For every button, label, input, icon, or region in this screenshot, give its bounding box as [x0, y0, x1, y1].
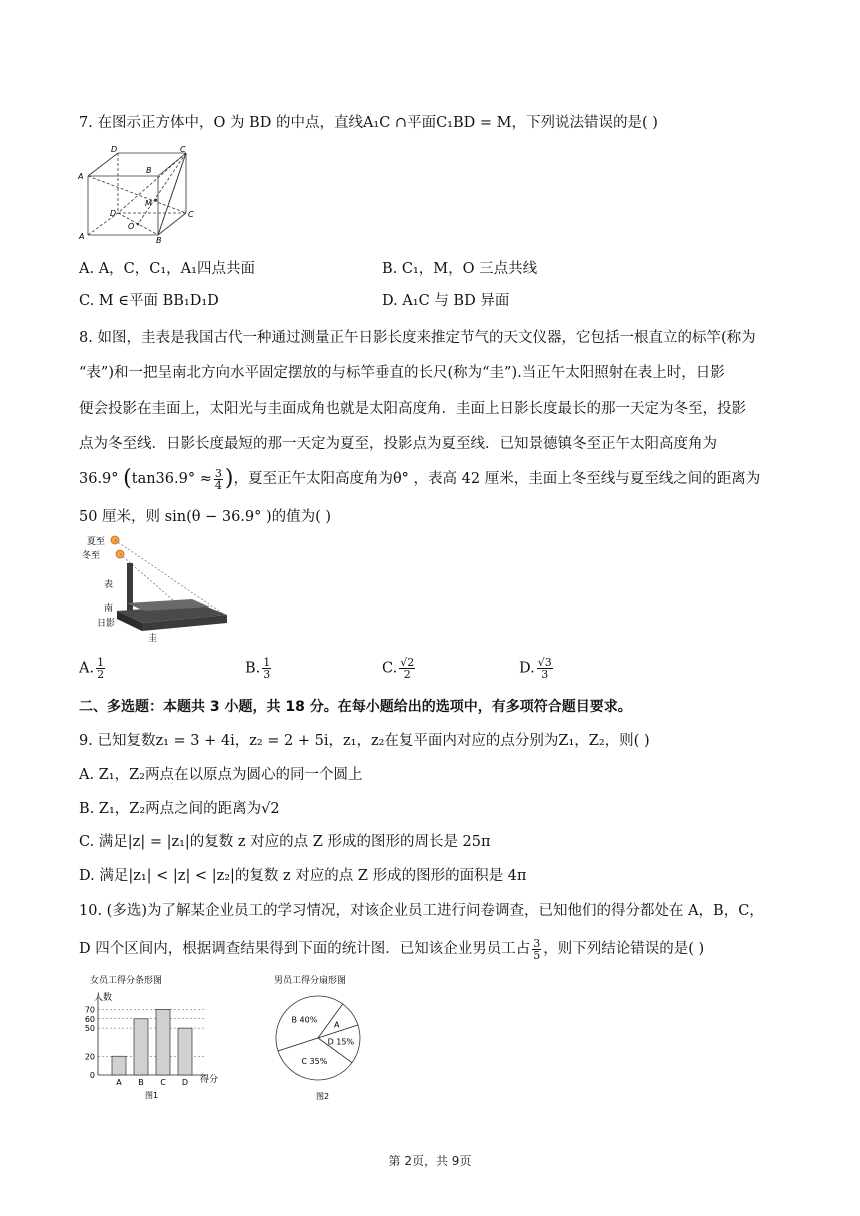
bar-chart — [78, 970, 238, 1110]
q8-line-4: 点为冬至线．日影长度最短的那一天定为夏至，投影点为夏至线．已知景德镇冬至正午太阳高度角为 — [79, 436, 717, 452]
pie-chart-caption: 图2 — [316, 1092, 330, 1101]
q7-label-d: D — [110, 209, 117, 218]
q7-label-a1: A — [78, 172, 84, 181]
q9-option-b: B. Z₁，Z₂两点之间的距离为√2 — [79, 801, 280, 817]
q7-label-d1: D — [111, 145, 118, 154]
q7-label-o: O — [128, 222, 135, 231]
y-tick-label: 20 — [84, 1052, 95, 1062]
q8-line-1: 8. 如图，圭表是我国古代一种通过测量正午日影长度来推定节气的天文仪器，它包括一根直立的标竿(称为 — [79, 330, 756, 346]
x-tick-label: A — [116, 1078, 122, 1087]
q9-option-c: C. 满足|z| = |z₁|的复数 z 对应的点 Z 形成的图形的周长是 25π — [79, 834, 491, 850]
q8-label-summer: 夏至 — [87, 537, 106, 547]
q9-stem: 9. 已知复数z₁ = 3 + 4i，z₂ = 2 + 5i，z₁，z₂在复平面内对应的点分别为Z₁，Z₂，则( ) — [79, 733, 650, 749]
q8-line-5a: 36.9° — [79, 471, 119, 487]
q9-option-a: A. Z₁，Z₂两点在以原点为圆心的同一个圆上 — [79, 767, 363, 783]
q8-label-winter: 冬至 — [82, 551, 101, 561]
q8-guibiao-figure — [82, 533, 232, 643]
q8-paren-close: ) — [224, 466, 234, 491]
q7-label-a: A — [79, 232, 85, 241]
q8-label-south: 南 — [104, 604, 114, 614]
q7-label-c: C — [188, 210, 194, 219]
q10-fraction: $\frac{3}{5}$ — [533, 936, 541, 962]
q7-label-m: M — [145, 199, 152, 208]
q7-cube-figure — [78, 143, 198, 243]
q8-line-5c: ，夏至正午太阳高度角为θ° ，表高 42 厘米，圭面上冬至线与夏至线之间的距离为 — [233, 471, 761, 487]
bar-D — [178, 1028, 192, 1075]
q8-option-c: C. $\frac{√2}{2}$ — [382, 656, 415, 681]
q8-option-d: D. $\frac{√3}{3}$ — [519, 656, 552, 681]
q8-option-b: B. $\frac{1}{3}$ — [245, 656, 271, 681]
q8-label-biao: 表 — [104, 580, 114, 590]
q7-stem: 7. 在图示正方体中，O 为 BD 的中点，直线A₁C ∩平面C₁BD = M，下列说法错误的是( ) — [79, 115, 658, 131]
pie-label: C 35% — [301, 1056, 328, 1066]
q7-label-b1: B — [146, 166, 152, 175]
q10-line-2 — [79, 934, 704, 964]
x-tick-label: D — [181, 1078, 189, 1087]
q8-line-5 — [79, 464, 760, 494]
section-2-heading: 二、多选题：本题共 3 小题，共 18 分。在每小题给出的选项中，有多项符合题目要求。 — [79, 699, 632, 715]
q7-option-b: B. C₁，M，O 三点共线 — [382, 261, 538, 277]
q7-label-c1: C — [180, 145, 186, 154]
q8-label-gui: 圭 — [148, 634, 158, 643]
q10-line-1: 10. (多选)为了解某企业员工的学习情况，对该企业员工进行问卷调查，已知他们的得分都处在 A，B，C， — [79, 903, 764, 919]
q9-option-d: D. 满足|z₁| < |z| < |z₂|的复数 z 对应的点 Z 形成的图形的面积是 4π — [79, 868, 527, 884]
y-tick-label: 50 — [84, 1024, 95, 1034]
q8-line-6: 50 厘米，则 sin(θ − 36.9° )的值为( ) — [79, 509, 332, 525]
x-tick-label: C — [160, 1078, 166, 1087]
y-tick-label: 70 — [84, 1005, 95, 1015]
q10-line-2a: D 四个区间内，根据调查结果得到下面的统计图．已知该企业男员工占 — [79, 941, 531, 957]
q7-label-b: B — [156, 236, 162, 243]
q7-option-c: C. M ∈平面 BB₁D₁D — [79, 293, 219, 309]
bar-A — [112, 1056, 126, 1075]
q8-line-3: 便会投影在圭面上，太阳光与圭面成角也就是太阳高度角．圭面上日影长度最长的那一天定为冬至，投影 — [79, 401, 746, 417]
bar-chart-ylabel: 人数 — [94, 993, 113, 1003]
q8-paren-open: ( — [123, 466, 132, 491]
q8-line-5b: tan36.9° ≈ — [131, 471, 212, 487]
pie-chart — [268, 970, 388, 1110]
y-tick-label: 0 — [89, 1071, 95, 1080]
bar-C — [156, 1009, 170, 1075]
q7-option-d: D. A₁C 与 BD 异面 — [382, 293, 510, 309]
bar-chart-xlabel: 得分 — [200, 1075, 219, 1085]
pie-label: D 15% — [327, 1037, 355, 1047]
y-tick-label: 60 — [84, 1014, 95, 1024]
bar-chart-caption: 图1 — [145, 1091, 159, 1100]
pie-label: B 40% — [291, 1015, 318, 1025]
bar-chart-title: 女员工得分条形图 — [90, 976, 163, 986]
bar-B — [134, 1019, 148, 1075]
x-tick-label: B — [138, 1078, 144, 1087]
pie-label: A — [333, 1020, 340, 1030]
pie-chart-title: 男员工得分扇形图 — [274, 976, 347, 986]
q8-line-2: “表”)和一把呈南北方向水平固定摆放的与标竿垂直的长尺(称为“圭”).当正午太阳照射在表上时，日影 — [79, 365, 725, 381]
q8-tan-fraction: $\frac{3}{4}$ — [214, 466, 222, 492]
q8-label-shadow: 日影 — [97, 619, 116, 629]
q10-line-2b: ，则下列结论错误的是( ) — [543, 941, 705, 957]
q7-option-a: A. A，C，C₁，A₁四点共面 — [79, 261, 255, 277]
page-footer: 第 2页，共 9页 — [388, 1154, 472, 1168]
q8-option-a: A. $\frac{1}{2}$ — [79, 656, 105, 681]
